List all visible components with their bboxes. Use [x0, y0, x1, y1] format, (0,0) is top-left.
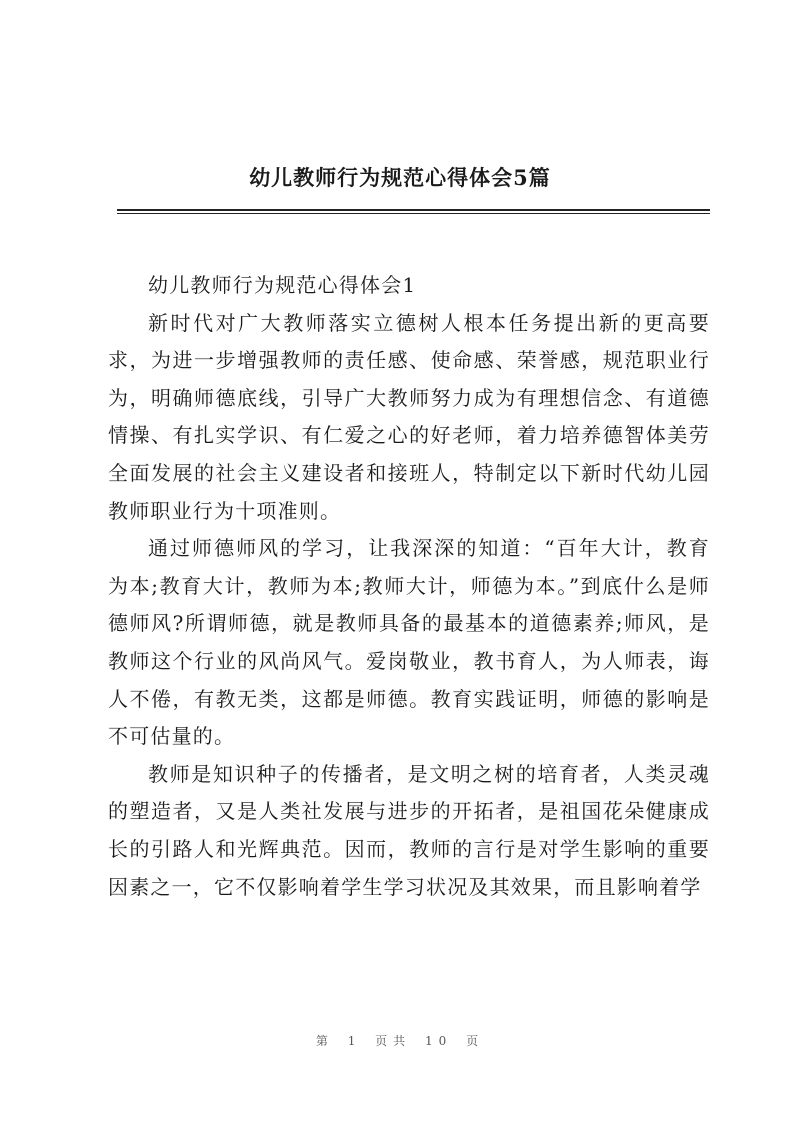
document-body — [108, 267, 710, 906]
footer-middle: 页共 — [375, 1034, 412, 1048]
footer-total-pages: 10 — [425, 1034, 453, 1048]
footer-current-page: 1 — [347, 1034, 362, 1048]
paragraph: 通过师德师风的学习，让我深深的知道：“百年大计，教育为本;教育大计，教师为本;教师大计，师德为本。”到底什么是师德师风?所谓师德，就是教师具备的最基本的道德素养;师风，是教师这个行业的风尚风气。爱岗敬业，教书育人，为人师表，诲人不倦，有教无类，这都是师德。教育实践证明，师德的影响是不可估量的。 — [108, 536, 710, 749]
title-divider-thin — [117, 213, 710, 214]
title-divider-thick — [117, 209, 710, 211]
document-title: 幼儿教师行为规范心得体会5篇 — [249, 165, 551, 190]
section-heading: 幼儿教师行为规范心得体会1 — [148, 273, 417, 297]
page-footer — [0, 1032, 800, 1049]
paragraph: 新时代对广大教师落实立德树人根本任务提出新的更高要求，为进一步增强教师的责任感、使命感、荣誉感，规范职业行为，明确师德底线，引导广大教师努力成为有理想信念、有道德情操、有扎实学识、有仁爱之心的好老师，着力培养德智体美劳全面发展的社会主义建设者和接班人，特制定以下新时代幼儿园教师职业行为十项准则。 — [108, 310, 710, 523]
paragraph: 教师是知识种子的传播者，是文明之树的培育者，人类灵魂的塑造者，又是人类社发展与进步的开拓者，是祖国花朵健康成长的引路人和光辉典范。因而，教师的言行是对学生影响的重要因素之一，它不仅影响着学生学习状况及其效果，而且影响着学 — [108, 761, 710, 899]
footer-prefix: 第 — [315, 1034, 334, 1048]
footer-suffix: 页 — [466, 1034, 485, 1048]
